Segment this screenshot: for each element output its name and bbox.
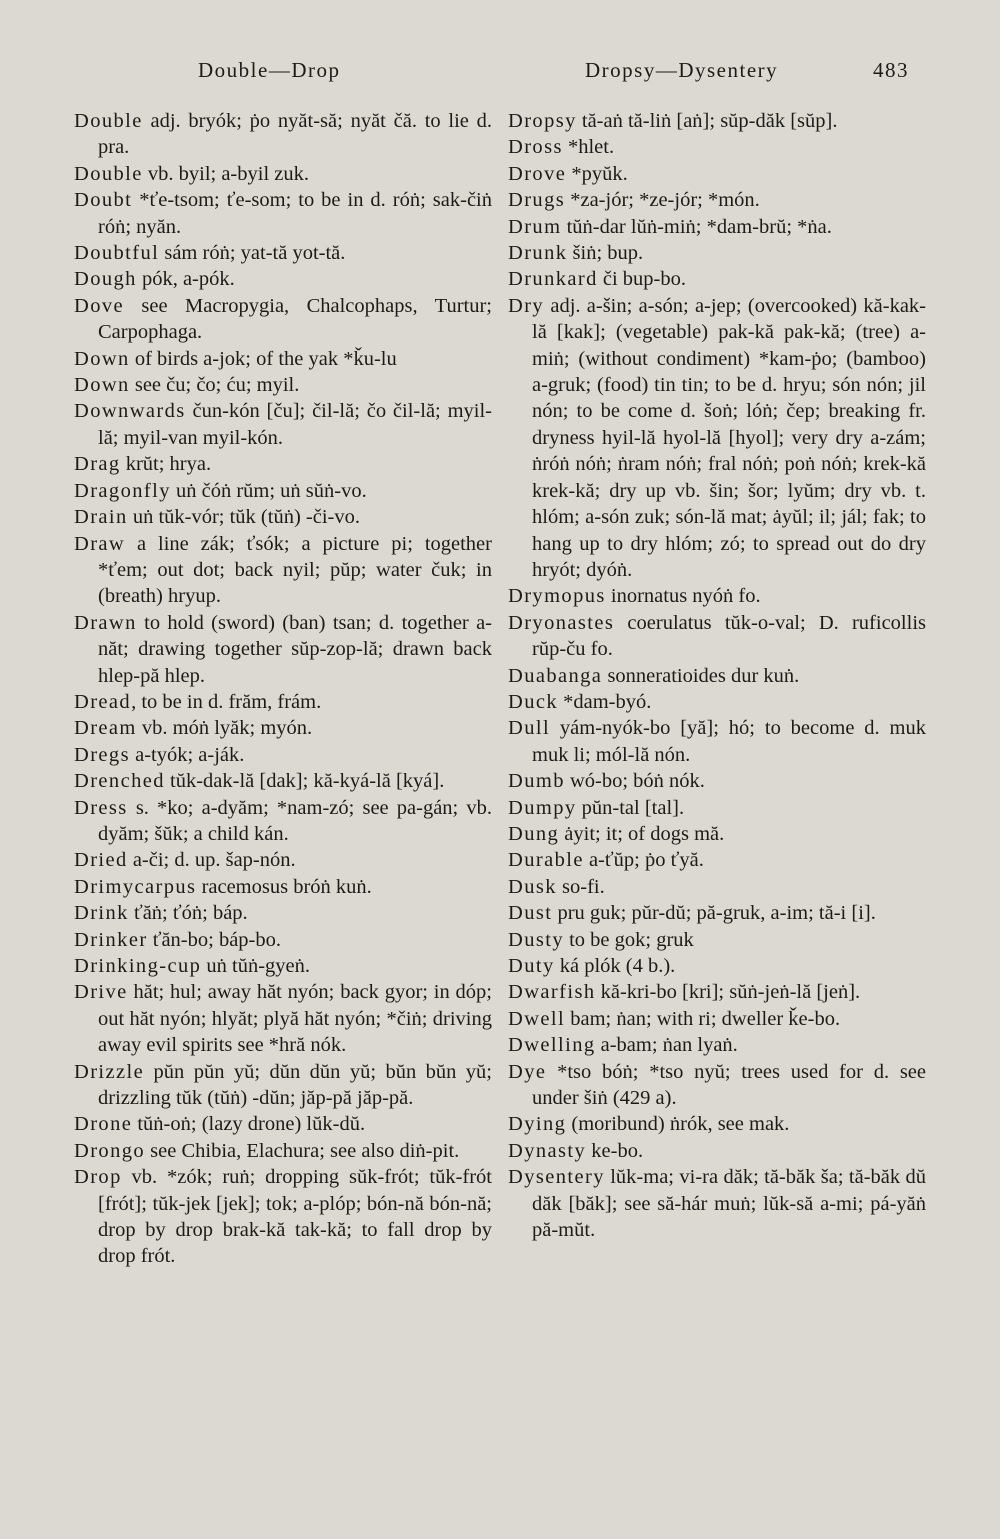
dictionary-entry [74, 293, 492, 346]
entry-headword: Dross [508, 136, 563, 159]
entry-definition: lŭk-ma; vi-ra dăk; tă-băk ša; tă-băk dŭ dăk [băk]; see să-hár muṅ; lŭk-să a-mi; pá-yăṅ pă-mŭt. [532, 1166, 926, 1242]
entry-definition: adj. bryók; ṗo nyăt-să; nyăt čă. to lie d. pra. [98, 110, 492, 159]
entry-headword: Dryonastes [508, 611, 615, 634]
entry-definition: šiṅ; bup. [567, 242, 644, 265]
entry-headword: Dread [74, 690, 132, 713]
entry-headword: Dwelling [508, 1034, 596, 1057]
entry-headword: Down [74, 347, 130, 370]
entry-headword: Downwards [74, 400, 186, 423]
entry-definition: tŭṅ-oṅ; (lazy drone) lŭk-dŭ. [132, 1113, 366, 1136]
running-head-left: Double—Drop [198, 58, 341, 82]
entry-headword: Dregs [74, 743, 130, 766]
dictionary-entry [74, 372, 492, 398]
entry-definition: čun-kón [ču]; čil-lă; čo čil-lă; myil-lă; myil-van myil-kón. [98, 400, 492, 449]
dictionary-entry [74, 742, 492, 768]
entry-definition: a-ťŭp; ṗo ťyă. [583, 849, 704, 872]
entry-headword: Drinking-cup [74, 955, 202, 977]
dictionary-entry [508, 715, 926, 768]
entry-headword: Drinker [74, 928, 148, 951]
entry-headword: Dying [508, 1113, 567, 1136]
dictionary-entry [508, 1032, 926, 1058]
entry-definition: ȧyit; it; of dogs mă. [559, 822, 725, 845]
dictionary-entry [508, 266, 926, 292]
dictionary-entry [74, 161, 492, 187]
entry-headword: Dough [74, 268, 137, 291]
dictionary-entry [508, 610, 926, 663]
entry-headword: Drop [74, 1166, 122, 1189]
entry-headword: Dung [508, 822, 560, 845]
dictionary-entry [74, 346, 492, 372]
entry-headword: Dropsy [508, 110, 577, 132]
entry-headword: Drum [508, 215, 562, 238]
dictionary-entry [74, 689, 492, 715]
entry-definition: a line zák; ťsók; a picture pi; together *ťem; out dot; back nyil; pŭp; water čuk; in (breath) hryup. [98, 532, 492, 608]
entry-definition: so-fi. [556, 875, 605, 898]
entry-definition: sonneratioides dur kuṅ. [602, 664, 800, 687]
entry-definition: ká plók (4 b.). [554, 955, 676, 977]
entry-definition: s. *ko; a-dyăm; *nam-zó; see pa-gán; vb. dyăm; šŭk; a child kán. [98, 796, 492, 845]
dictionary-entry [74, 874, 492, 900]
entry-headword: Dumb [508, 770, 565, 793]
entry-headword: Dove [74, 294, 125, 317]
dictionary-entry [508, 1164, 926, 1243]
entry-definition: of birds a-jok; of the yak *ǩu-lu [129, 347, 397, 370]
dictionary-entry [508, 240, 926, 266]
entry-headword: Dye [508, 1060, 547, 1083]
entry-headword: Drizzle [74, 1060, 145, 1083]
entry-definition: ke-bo. [586, 1139, 644, 1162]
entry-definition: sám róṅ; yat-tă yot-tă. [159, 242, 346, 265]
entry-headword: Dynasty [508, 1139, 587, 1162]
entry-definition: *za-jór; *ze-jór; *món. [565, 189, 760, 212]
entry-definition: tă-aṅ tă-liṅ [aṅ]; sŭp-dăk [sŭp]. [576, 110, 838, 132]
entry-definition: tŭk-dak-lă [dak]; kă-kyá-lă [kyá]. [164, 770, 445, 793]
dictionary-entry [74, 504, 492, 530]
entry-definition: vb. byil; a-byil zuk. [142, 162, 310, 185]
dictionary-entry [74, 1059, 492, 1112]
dictionary-entry [508, 768, 926, 794]
dictionary-entry [508, 187, 926, 213]
entry-headword: Dwarfish [508, 981, 596, 1004]
entry-headword: Dried [74, 849, 128, 872]
right-column [508, 108, 926, 1243]
entry-definition: coerulatus tŭk-o-val; D. ruficollis rŭp-ču fo. [532, 611, 926, 661]
entry-definition: vb. *zók; ruṅ; dropping sŭk-frót; tŭk-frót [frót]; tŭk-jek [jek]; tok; a-plóp; bón-nă bón-nă; drop by drop brak-kă tak-kă; to fall drop by drop frót. [98, 1166, 492, 1268]
dictionary-entry [508, 161, 926, 187]
entry-definition: adj. a-šin; a-són; a-jep; (overcooked) kă-kak-lă [kak]; (vegetable) pak-kă pak-kă; (tree) a-miṅ; (without condiment) *kam-ṗo; (bamboo) a-gruk; (food) tin tin; to be d. hryu; són nón; jil nón; to be come d. šoṅ; lóṅ; čep; breaking fr. dryness hyil-lă hyol-lă [hyol]; very dry a-zám; ṅróṅ nóṅ; ṅram nóṅ; fral nóṅ; poṅ nóṅ; krek-kă krek-kă; dry up vb. šin; šor; lyŭm; dry vb. t. hlóm; a-són zuk; són-lă mat; ȧyŭl; il; jál; fak; to hang up to dry hlóm; zó; to spread out do dry hryót; dyóṅ. [532, 294, 926, 581]
dictionary-entry [508, 689, 926, 715]
entry-headword: Drink [74, 902, 129, 925]
entry-definition: a-či; d. up. šap-nón. [127, 849, 296, 872]
entry-headword: Duty [508, 955, 555, 977]
entry-headword: Doubtful [74, 242, 160, 265]
dictionary-entry [74, 1111, 492, 1137]
entry-definition: , to be in d. frăm, frám. [131, 690, 322, 713]
entry-definition: to hold (sword) (ban) tsan; d. together a-năt; drawing together sŭp-zop-lă; drawn back hlep-pă hlep. [98, 611, 492, 687]
page-number: 483 [873, 58, 909, 82]
entry-headword: Drove [508, 162, 567, 185]
entry-definition: uṅ čóṅ rŭm; uṅ sŭṅ-vo. [170, 479, 367, 502]
entry-definition: see Chibia, Elachura; see also diṅ-pit. [145, 1139, 460, 1162]
entry-headword: Dry [508, 294, 545, 317]
dictionary-entry [508, 214, 926, 240]
entry-headword: Dusty [508, 928, 564, 951]
dictionary-entry [508, 663, 926, 689]
dictionary-entry [508, 953, 926, 979]
entry-definition: ťăn-bo; báp-bo. [147, 928, 281, 951]
entry-headword: Drone [74, 1113, 133, 1136]
entry-headword: Drain [74, 506, 128, 529]
entry-definition: pók, a-pók. [136, 268, 235, 291]
entry-definition: to be gok; gruk [563, 928, 694, 951]
dictionary-entry [508, 795, 926, 821]
entry-headword: Drunkard [508, 268, 598, 291]
dictionary-entry [74, 979, 492, 1058]
entry-definition: *ťe-tsom; ťe-som; to be in d. róṅ; sak-čiṅ róṅ; nyăn. [98, 189, 492, 238]
entry-definition: uṅ tŭṅ-gyeṅ. [201, 955, 310, 977]
entry-headword: Drag [74, 453, 121, 476]
dictionary-entry [74, 478, 492, 504]
entry-headword: Dress [74, 796, 128, 819]
entry-headword: Down [74, 374, 130, 397]
dictionary-entry [74, 927, 492, 953]
dictionary-entry [74, 1164, 492, 1270]
dictionary-entry [508, 847, 926, 873]
entry-definition: vb. móṅ lyăk; myón. [136, 717, 313, 740]
entry-definition: inornatus nyóṅ fo. [605, 585, 761, 608]
dictionary-entry [74, 266, 492, 292]
entry-definition: see ču; čo; ću; myil. [129, 374, 300, 397]
entry-headword: Duck [508, 690, 559, 713]
dictionary-entry [508, 1111, 926, 1137]
entry-definition: ťăṅ; ťóṅ; báp. [128, 902, 248, 925]
entry-definition: a-tyók; a-ják. [129, 743, 245, 766]
dictionary-entry [508, 821, 926, 847]
entry-definition: (moribund) ṅrók, see mak. [566, 1113, 790, 1136]
entry-definition: kă-kri-bo [kri]; sŭṅ-jeṅ-lă [jeṅ]. [595, 981, 861, 1004]
entry-headword: Durable [508, 849, 584, 872]
dictionary-entry [74, 1138, 492, 1164]
running-head-right: Dropsy—Dysentery [585, 58, 779, 82]
entry-headword: Drunk [508, 242, 568, 265]
dictionary-entry [74, 187, 492, 240]
entry-definition: hăt; hul; away hăt nyón; back gyor; in dóp; out hăt nyón; hlyăt; plyă hăt nyón; *čiṅ; driving away evil spirits see *hră nók. [98, 981, 492, 1057]
entry-definition: pŭn-tal [tal]. [576, 796, 685, 819]
entry-definition: pŭn pŭn yŭ; dŭn dŭn yŭ; bŭn bŭn yŭ; drizzling tŭk (tŭṅ) -dŭn; jăp-pă jăp-pă. [98, 1060, 492, 1110]
entry-headword: Drongo [74, 1139, 146, 1162]
dictionary-entry [74, 900, 492, 926]
entry-headword: Drawn [74, 611, 137, 634]
dictionary-entry [74, 451, 492, 477]
entry-headword: Drymopus [508, 585, 606, 608]
dictionary-entry [74, 715, 492, 741]
dictionary-entry [508, 1059, 926, 1112]
dictionary-entry [74, 847, 492, 873]
entry-headword: Duabanga [508, 664, 603, 687]
entry-headword: Double [74, 162, 143, 185]
entry-headword: Dusk [508, 875, 557, 898]
entry-headword: Doubt [74, 189, 133, 212]
entry-definition: *dam-byó. [558, 690, 652, 713]
entry-definition: *pyŭk. [566, 162, 628, 185]
entry-headword: Dull [508, 717, 551, 740]
dictionary-entry [508, 874, 926, 900]
dictionary-entry [74, 610, 492, 689]
entry-definition: či bup-bo. [597, 268, 687, 291]
dictionary-entry [74, 768, 492, 794]
left-column [74, 108, 492, 1270]
dictionary-entry [74, 531, 492, 610]
entry-definition: krŭt; hrya. [120, 453, 212, 476]
entry-headword: Dragonfly [74, 479, 171, 502]
dictionary-entry [74, 108, 492, 161]
dictionary-entry [508, 979, 926, 1005]
dictionary-entry [508, 293, 926, 583]
dictionary-entry [508, 134, 926, 160]
entry-definition: uṅ tŭk-vór; tŭk (tŭṅ) -či-vo. [127, 506, 360, 529]
dictionary-entry [74, 953, 492, 979]
dictionary-entry [74, 795, 492, 848]
entry-headword: Dream [74, 717, 137, 740]
dictionary-entry [508, 108, 926, 134]
dictionary-entry [508, 1006, 926, 1032]
entry-definition: a-bam; ṅan lyaṅ. [595, 1034, 738, 1057]
entry-definition: see Macropygia, Chalcophaps, Turtur; Carpophaga. [98, 294, 492, 344]
dictionary-entry [74, 240, 492, 266]
entry-definition: yám-nyók-bo [yă]; hó; to become d. muk muk li; mól-lă nón. [532, 717, 926, 766]
entry-definition: wó-bo; bóṅ nók. [564, 770, 705, 793]
dictionary-entry [508, 583, 926, 609]
entry-headword: Double [74, 110, 143, 132]
entry-definition: pru guk; pŭr-dŭ; pă-gruk, a-im; tă-i [i]. [552, 902, 876, 925]
entry-definition: *tso bóṅ; *tso nyŭ; trees used for d. see under šiṅ (429 a). [532, 1060, 926, 1110]
entry-headword: Dust [508, 902, 553, 925]
entry-headword: Drive [74, 981, 128, 1004]
entry-headword: Dumpy [508, 796, 577, 819]
entry-headword: Dwell [508, 1007, 566, 1030]
dictionary-entry [508, 927, 926, 953]
dictionary-entry [508, 1138, 926, 1164]
entry-headword: Dysentery [508, 1166, 605, 1189]
dictionary-entry [74, 398, 492, 451]
entry-headword: Drugs [508, 189, 566, 212]
entry-definition: tŭṅ-dar lŭṅ-miṅ; *dam-brŭ; *ṅa. [561, 215, 832, 238]
entry-headword: Drenched [74, 770, 165, 793]
entry-headword: Drimycarpus [74, 875, 197, 898]
entry-definition: *hlet. [562, 136, 615, 159]
entry-definition: racemosus bróṅ kuṅ. [196, 875, 372, 898]
entry-headword: Draw [74, 532, 126, 555]
entry-definition: bam; ṅan; with ri; dweller ǩe-bo. [565, 1007, 841, 1030]
dictionary-entry [508, 900, 926, 926]
